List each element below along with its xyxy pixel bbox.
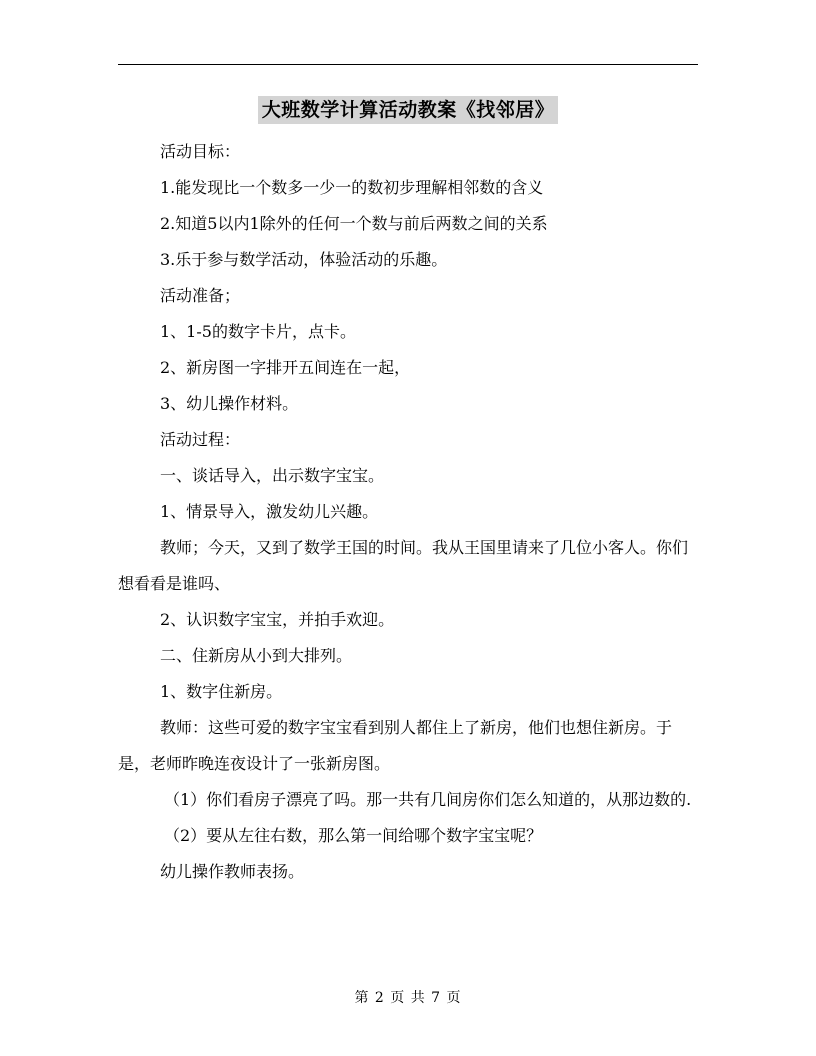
paragraph: 3、幼儿操作材料。: [160, 394, 299, 413]
paragraph: 3.乐于参与数学活动，体验活动的乐趣。: [160, 250, 448, 269]
paragraph: 幼儿操作教师表扬。: [160, 862, 305, 881]
paragraph: 2.知道5以内1除外的任何一个数与前后两数之间的关系: [160, 214, 548, 233]
paragraph: 1、数字住新房。: [160, 682, 283, 701]
paragraph: 2、认识数字宝宝，并拍手欢迎。: [160, 610, 395, 629]
title-container: [0, 96, 816, 124]
paragraph: 活动目标：: [160, 142, 241, 161]
paragraph: 一、谈话导入，出示数字宝宝。: [160, 466, 385, 485]
document-title: 大班数学计算活动教案《找邻居》: [258, 96, 559, 124]
paragraph: 二、住新房从小到大排列。: [160, 646, 353, 665]
paragraph: （1）你们看房子漂亮了吗。那一共有几间房你们怎么知道的，从那边数的.: [164, 790, 692, 809]
paragraph: 活动过程：: [160, 430, 241, 449]
header-rule: [118, 64, 698, 65]
paragraph: 2、新房图一字排开五间连在一起，: [160, 358, 411, 377]
paragraph: 1.能发现比一个数多一少一的数初步理解相邻数的含义: [160, 178, 544, 197]
paragraph: 1、1-5的数字卡片，点卡。: [160, 322, 356, 341]
paragraph: 教师；今天，又到了数学王国的时间。我从王国里请来了几位小客人。你们想看看是谁吗、: [118, 538, 689, 593]
paragraph: 教师：这些可爱的数字宝宝看到别人都住上了新房，他们也想住新房。于是，老师昨晚连夜设计了一张新房图。: [118, 718, 673, 773]
paragraph: （2）要从左往右数，那么第一间给哪个数字宝宝呢？: [164, 826, 543, 845]
paragraph: 1、情景导入，激发幼儿兴趣。: [160, 502, 379, 521]
page-footer: 第 2 页 共 7 页: [354, 990, 462, 1006]
paragraph: 活动准备；: [160, 286, 241, 305]
document-body: [118, 134, 700, 890]
